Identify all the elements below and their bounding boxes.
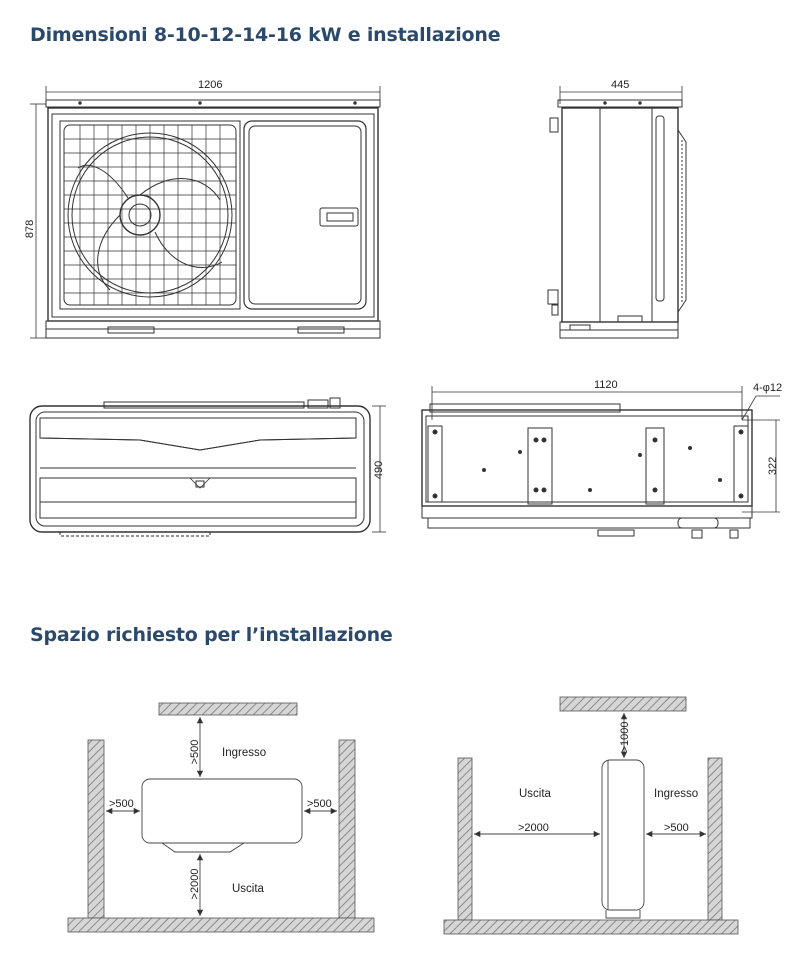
front-view-drawing bbox=[30, 86, 380, 338]
inlet-label-side-view: Ingresso bbox=[654, 788, 699, 800]
outlet-label-side-view: Uscita bbox=[519, 788, 551, 800]
front-height-label: 878 bbox=[24, 219, 36, 239]
side-view-drawing bbox=[548, 86, 686, 338]
clearance-top-view bbox=[68, 703, 374, 932]
clearance-side-left-label: >2000 bbox=[518, 822, 549, 834]
clearance-top-label: >500 bbox=[189, 739, 201, 765]
hole-spec-label: 4-φ12 bbox=[753, 382, 783, 394]
clearance-side-top-label: >1000 bbox=[619, 721, 631, 753]
side-depth-label: 445 bbox=[611, 79, 630, 91]
base-span-label: 1120 bbox=[594, 379, 618, 391]
top-view-drawing bbox=[30, 398, 386, 536]
base-view-drawing bbox=[422, 386, 780, 538]
clearance-side-view bbox=[444, 697, 738, 934]
base-depth-label: 322 bbox=[767, 456, 779, 476]
clearance-side-right-label: >500 bbox=[664, 822, 689, 834]
installation-space-title: Spazio richiesto per l’installazione bbox=[30, 624, 393, 646]
inlet-label-top-view: Ingresso bbox=[222, 747, 267, 759]
top-depth-label: 490 bbox=[373, 460, 385, 480]
clearance-left-label: >500 bbox=[109, 798, 134, 810]
clearance-right-label: >500 bbox=[307, 798, 332, 810]
clearance-bottom-label: >2000 bbox=[189, 868, 201, 900]
dimensions-title: Dimensioni 8-10-12-14-16 kW e installazione bbox=[30, 24, 501, 46]
outlet-label-top-view: Uscita bbox=[232, 883, 264, 895]
front-width-label: 1206 bbox=[198, 79, 223, 91]
